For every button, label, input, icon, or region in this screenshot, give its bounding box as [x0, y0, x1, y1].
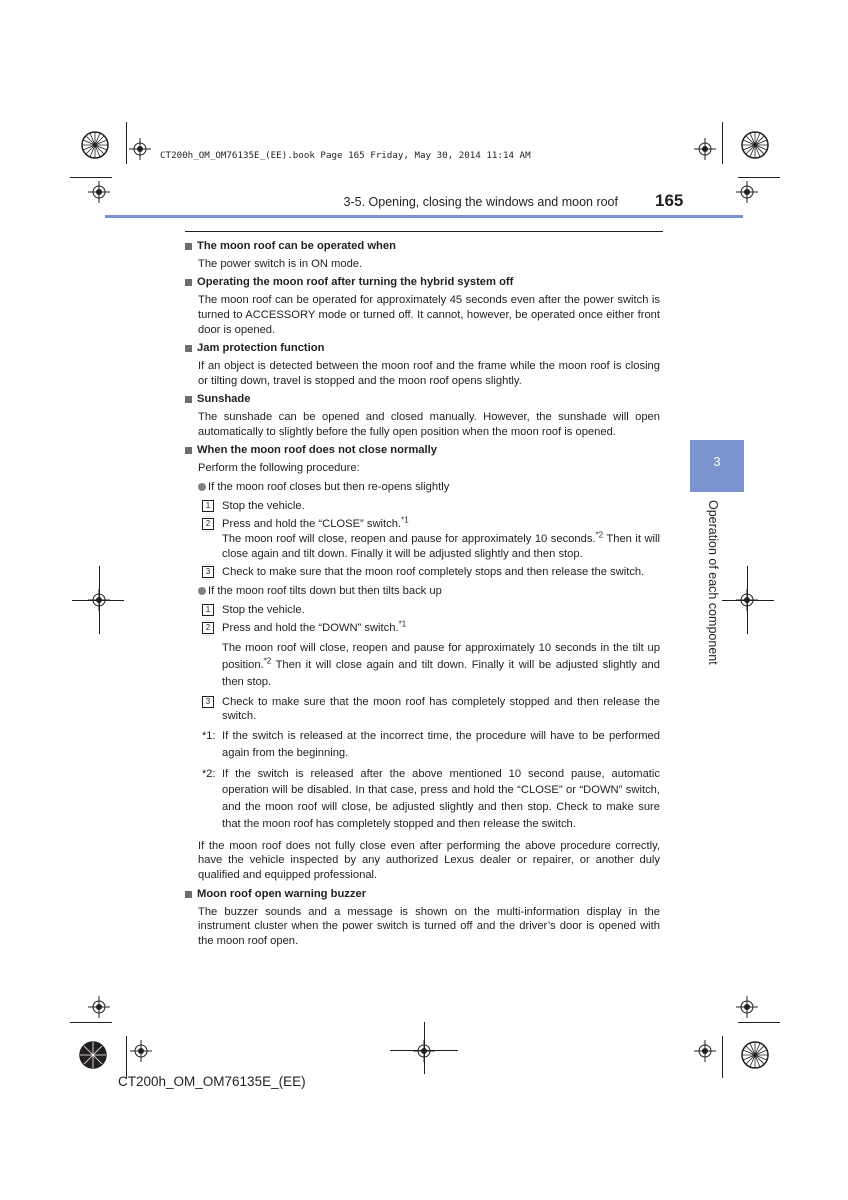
step-number: 1 — [202, 500, 214, 512]
paragraph: The buzzer sounds and a message is shown on the multi-information display in the instrument cluster when the power switch is turned off and the driver’s door is opened with the moon roof open. — [198, 905, 660, 947]
round-bullet-icon — [198, 587, 206, 595]
star-target-icon — [80, 130, 110, 160]
procedure-step: 2 Press and hold the “DOWN” switch.$^{*1}$ — [202, 621, 660, 636]
sub-case: If the moon roof closes but then re-opens slightly — [198, 480, 660, 495]
file-info: CT200h_OM_OM76135E_(EE).book Page 165 Friday, May 30, 2014 11:14 AM — [160, 150, 531, 161]
step-number: 3 — [202, 696, 214, 708]
footer-doc-code: CT200h_OM_OM76135E_(EE) — [118, 1074, 306, 1089]
page-number: 165 — [655, 191, 684, 210]
square-bullet-icon — [185, 279, 192, 286]
square-bullet-icon — [185, 396, 192, 403]
footnote-label: *1: — [202, 729, 216, 742]
paragraph: If the moon roof does not fully close even after performing the above procedure correctly, have the vehicle inspected by any authorized Lexus dealer or repairer, or another duly qualified and equipped professional. — [198, 839, 660, 882]
content-rule — [185, 231, 663, 232]
registration-mark-icon — [129, 138, 151, 160]
chapter-tab: 3 — [690, 440, 744, 492]
square-bullet-icon — [185, 447, 192, 454]
footnote-mark: *2 — [263, 656, 272, 666]
star-target-icon — [78, 1040, 108, 1070]
section-heading: The moon roof can be operated when — [185, 239, 660, 254]
crop-mark — [126, 122, 127, 164]
round-bullet-icon — [198, 483, 206, 491]
registration-mark-icon — [88, 181, 110, 203]
crop-mark — [722, 600, 774, 601]
step-note: The moon roof will close, reopen and pause for approximately 10 seconds in the tilt up position.$^{*2}$ Then it will close again and tilt down. Finally it will be adjusted slightly and then stop. — [222, 642, 660, 688]
paragraph: The power switch is in ON mode. — [198, 257, 363, 270]
crop-mark — [70, 1022, 112, 1023]
procedure-step: 3 Check to make sure that the moon roof has completely stopped and then release the switch. — [202, 695, 660, 724]
page-content — [185, 237, 660, 953]
section-heading: Operating the moon roof after turning the hybrid system off — [185, 275, 660, 290]
section-heading: Sunshade — [185, 392, 660, 407]
step-number: 2 — [202, 622, 214, 634]
footnote-mark: *2 — [595, 530, 604, 540]
footnote-mark: *1 — [398, 619, 407, 629]
crop-mark — [70, 177, 112, 178]
procedure-step: 1 Stop the vehicle. — [202, 603, 660, 618]
paragraph: If an object is detected between the moon roof and the frame while the moon roof is closing or tilting down, travel is stopped and the moon roof opens slightly. — [198, 359, 660, 387]
section-heading: Jam protection function — [185, 341, 660, 356]
registration-mark-icon — [88, 996, 110, 1018]
registration-mark-icon — [694, 1040, 716, 1062]
registration-mark-icon — [130, 1040, 152, 1062]
crop-mark — [722, 122, 723, 164]
chapter-label: Operation of each component — [706, 500, 720, 665]
crop-mark — [722, 1036, 723, 1078]
registration-mark-icon — [694, 138, 716, 160]
square-bullet-icon — [185, 891, 192, 898]
section-heading: When the moon roof does not close normally — [185, 443, 660, 458]
square-bullet-icon — [185, 243, 192, 250]
footnote: *2: If the switch is released after the above mentioned 10 second pause, automatic operation will be disabled. In that case, press and hold the “CLOSE” or “DOWN” switch, and the moon roof will close, be adjusted slightly and then stop. Check to make sure that the moon roof has completely stopped and then release the switch. — [202, 767, 660, 830]
section-heading: Moon roof open warning buzzer — [185, 887, 660, 902]
star-target-icon — [740, 1040, 770, 1070]
star-target-icon — [740, 130, 770, 160]
sub-case: If the moon roof tilts down but then tilts back up — [198, 584, 660, 599]
registration-mark-icon — [736, 996, 758, 1018]
footnote-label: *2: — [202, 767, 216, 780]
crop-mark — [72, 600, 124, 601]
step-number: 1 — [202, 604, 214, 616]
step-number: 2 — [202, 518, 214, 530]
procedure-step: 2 Press and hold the “CLOSE” switch.$^{*1}$ The moon roof will close, reopen and pause for approximately 10 seconds.$^{*2}$ Then it will close again and tilt down. Finally it will be adjusted slightly and then stop. — [202, 517, 660, 561]
header-rule — [105, 215, 743, 218]
crop-mark — [126, 1036, 127, 1078]
footnote-mark: *1 — [401, 515, 409, 525]
footnote: *1: If the switch is released at the incorrect time, the procedure will have to be performed again from the beginning. — [202, 729, 660, 759]
step-number: 3 — [202, 566, 214, 578]
procedure-step: 1 Stop the vehicle. — [202, 499, 660, 514]
crop-mark — [424, 1022, 425, 1074]
square-bullet-icon — [185, 345, 192, 352]
paragraph: The moon roof can be operated for approximately 45 seconds even after the power switch is turned to ACCESSORY mode or turned off. It cannot, however, be operated once either front door is opened. — [198, 294, 660, 336]
section-title: 3-5. Opening, closing the windows and moon roof — [343, 195, 618, 209]
procedure-step: 3 Check to make sure that the moon roof completely stops and then release the switch. — [202, 565, 660, 580]
crop-mark — [738, 177, 780, 178]
registration-mark-icon — [736, 181, 758, 203]
crop-mark — [738, 1022, 780, 1023]
crop-mark — [390, 1050, 458, 1051]
paragraph: The sunshade can be opened and closed manually. However, the sunshade will open automatically to slightly before the fully open position when the moon roof is opened. — [198, 411, 660, 438]
paragraph: Perform the following procedure: — [198, 462, 360, 475]
